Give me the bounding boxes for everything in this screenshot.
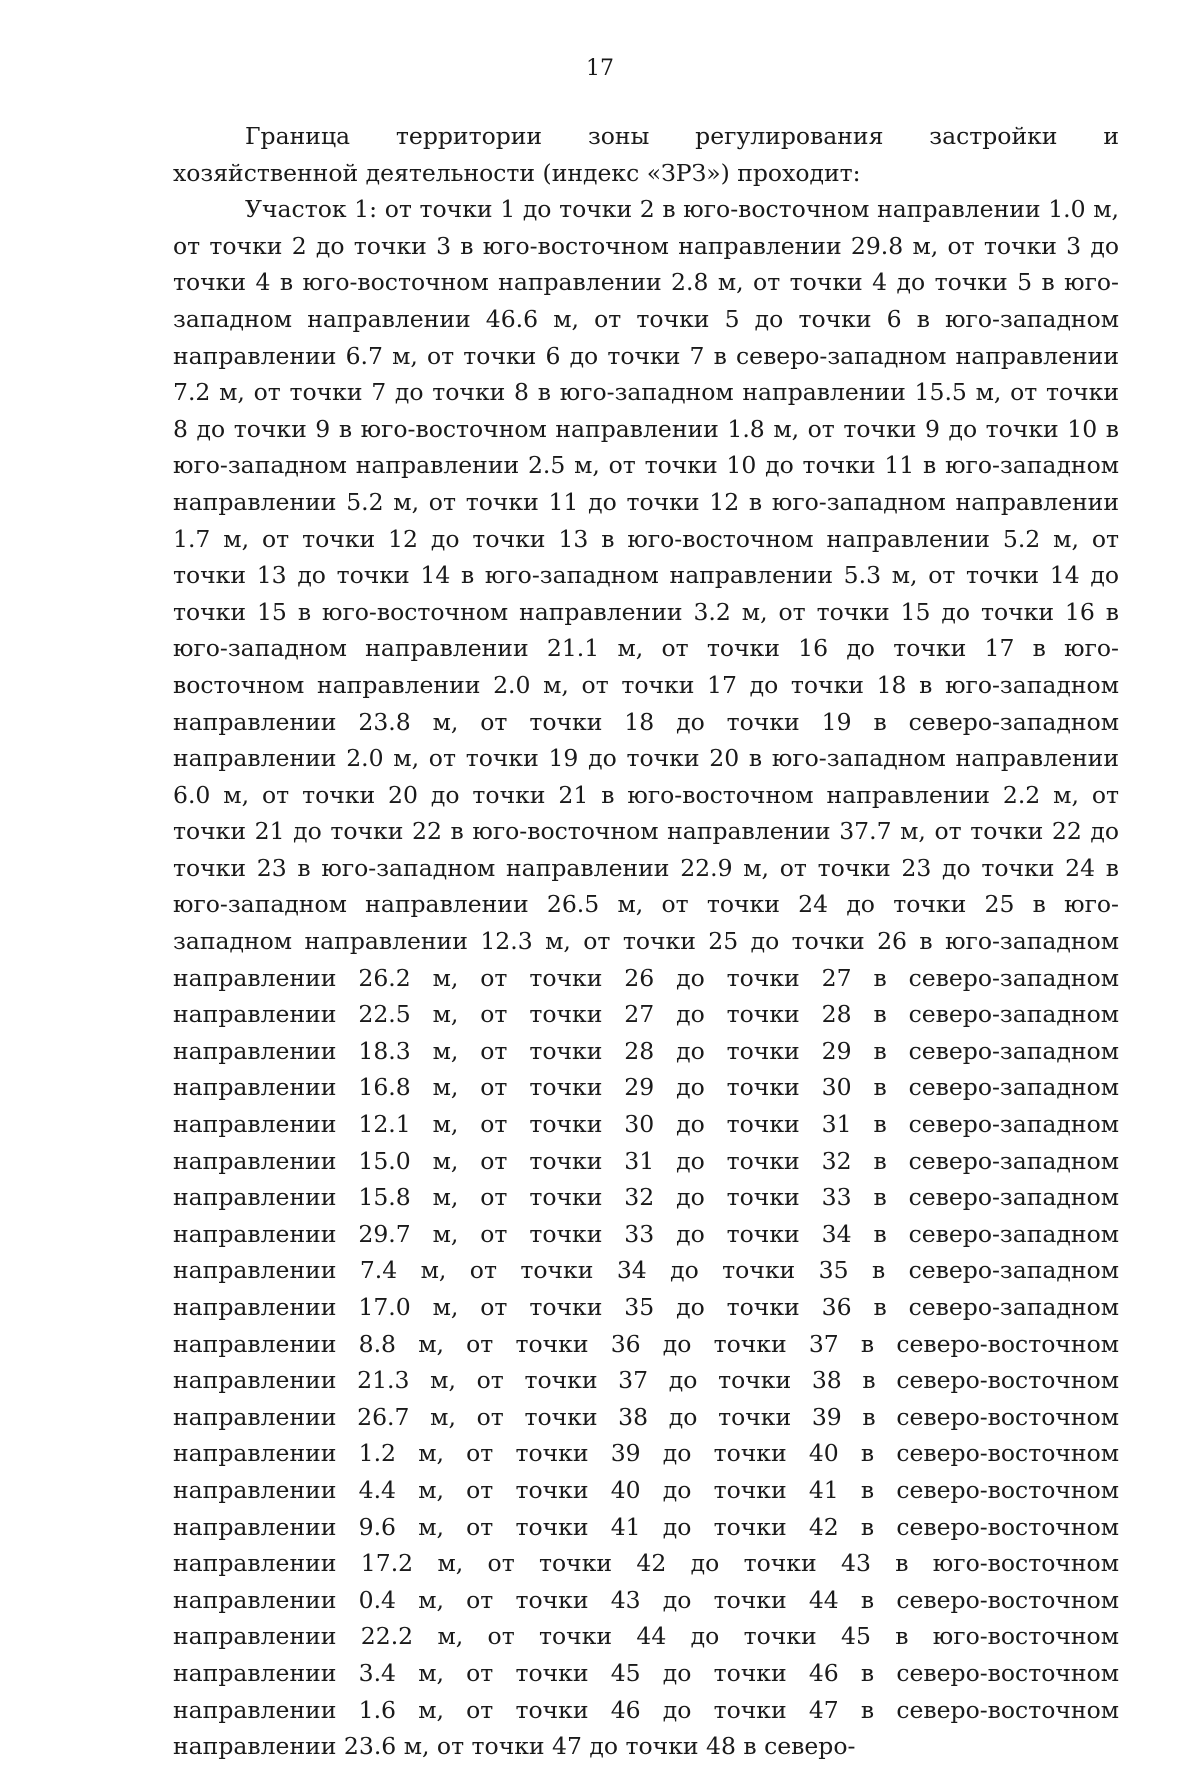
intro-paragraph: Граница территории зоны регулирования застройки и хозяйственной деятельности (индекс «ЗРЗ») проходит: — [173, 122, 1119, 187]
boundary-description-paragraph: Участок 1: от точки 1 до точки 2 в юго-восточном направлении 1.0 м, от точки 2 до точки 3 в юго-восточном направлении 29.8 м, от точки 3 до точки 4 в юго-восточном направлении 2.8 м, от точки 4 до точки 5 в юго-западном направлении 46.6 м, от точки 5 до точки 6 в юго-западном направлении 6.7 м, от точки 6 до точки 7 в северо-западном направлении 7.2 м, от точки 7 до точки 8 в юго-западном направлении 15.5 м, от точки 8 до точки 9 в юго-восточном направлении 1.8 м, от точки 9 до точки 10 в юго-западном направлении 2.5 м, от точки 10 до точки 11 в юго-западном направлении 5.2 м, от точки 11 до точки 12 в юго-западном направлении 1.7 м, от точки 12 до точки 13 в юго-восточном направлении 5.2 м, от точки 13 до точки 14 в юго-западном направлении 5.3 м, от точки 14 до точки 15 в юго-восточном направлении 3.2 м, от точки 15 до точки 16 в юго-западном направлении 21.1 м, от точки 16 до точки 17 в юго-восточном направлении 2.0 м, от точки 17 до точки 18 в юго-западном направлении 23.8 м, от точки 18 до точки 19 в северо-западном направлении 2.0 м, от точки 19 до точки 20 в юго-западном направлении 6.0 м, от точки 20 до точки 21 в юго-восточном направлении 2.2 м, от точки 21 до точки 22 в юго-восточном направлении 37.7 м, от точки 22 до точки 23 в юго-западном направлении 22.9 м, от точки 23 до точки 24 в юго-западном направлении 26.5 м, от точки 24 до точки 25 в юго-западном направлении 12.3 м, от точки 25 до точки 26 в юго-западном направлении 26.2 м, от точки 26 до точки 27 в северо-западном направлении 22.5 м, от точки 27 до точки 28 в северо-западном направлении 18.3 м, от точки 28 до точки 29 в северо-западном направлении 16.8 м, от точки 29 до точки 30 в северо-западном направлении 12.1 м, от точки 30 до точки 31 в северо-западном направлении 15.0 м, от точки 31 до точки 32 в северо-западном направлении 15.8 м, от точки 32 до точки 33 в северо-западном направлении 29.7 м, от точки 33 до точки 34 в северо-западном направлении 7.4 м, от точки 34 до точки 35 в северо-западном направлении 17.0 м, от точки 35 до точки 36 в северо-западном направлении 8.8 м, от точки 36 до точки 37 в северо-восточном направлении 21.3 м, от точки 37 до точки 38 в северо-восточном направлении 26.7 м, от точки 38 до точки 39 в северо-восточном направлении 1.2 м, от точки 39 до точки 40 в северо-восточном направлении 4.4 м, от точки 40 до точки 41 в северо-восточном направлении 9.6 м, от точки 41 до точки 42 в северо-восточном направлении 17.2 м, от точки 42 до точки 43 в юго-восточном направлении 0.4 м, от точки 43 до точки 44 в северо-восточном направлении 22.2 м, от точки 44 до точки 45 в юго-восточном направлении 3.4 м, от точки 45 до точки 46 в северо-восточном направлении 1.6 м, от точки 46 до точки 47 в северо-восточном направлении 23.6 м, от точки 47 до точки 48 в северо- — [173, 195, 1119, 1761]
page-number: 17 — [586, 56, 614, 81]
document-body — [173, 118, 1119, 1765]
